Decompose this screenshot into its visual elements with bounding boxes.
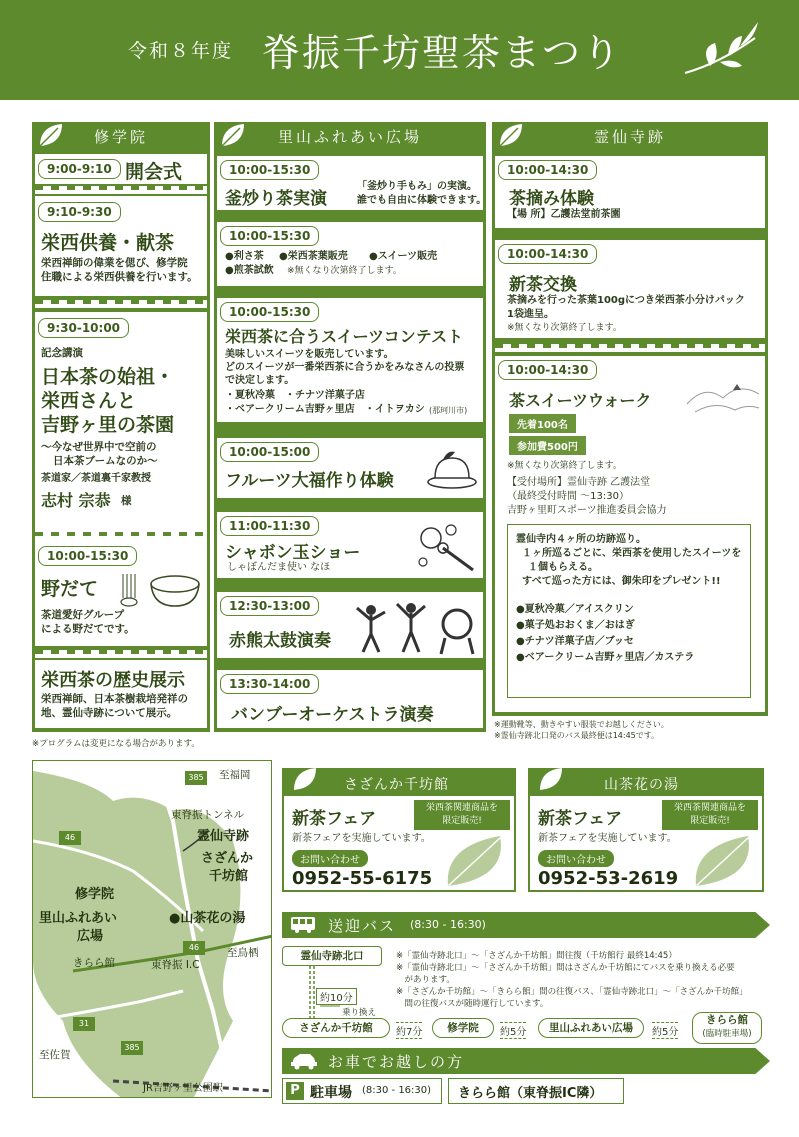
event-time: 10:00-15:30: [220, 302, 319, 322]
event-title: 栄西茶の歴史展示: [41, 670, 185, 691]
shop-list: ・ベアークリーム吉野ヶ里店 ・イトヲカシ: [225, 404, 425, 415]
event-time: 10:00-15:30: [220, 226, 319, 246]
header-title: 脊振千坊聖茶まつり: [262, 31, 623, 75]
event-desc: 地、霊仙寺跡について展示。: [41, 707, 178, 719]
event-title: 茶スイーツウォーク: [509, 391, 652, 410]
footnote: ※霊仙寺跡北口発のバス最終便は14:45です。: [494, 731, 660, 740]
event-desc: で決定します。: [225, 375, 295, 386]
event-title: 開会式: [125, 161, 183, 183]
divider: [35, 650, 207, 658]
divider: [35, 300, 207, 308]
limited-badge: [414, 800, 510, 830]
map-label-ryosenji: 霊仙寺跡: [197, 829, 250, 844]
walk-desc: 霊仙寺内４ヶ所の坊跡巡り。: [516, 534, 646, 545]
map-label-satoyama: 里山ふれあい: [39, 911, 118, 926]
tea-leaf-icon: [692, 832, 758, 890]
leaf-icon: [536, 764, 566, 794]
sale-item: ●利さ茶: [225, 251, 264, 262]
shop-list: ・夏秋冷菓 ・チナツ洋菓子店: [225, 390, 365, 401]
sweet-item: ●夏秋冷菓／アイスクリン: [516, 604, 634, 615]
reception-info: 吉野ヶ里町スポーツ推進委員会協力: [507, 505, 667, 516]
event-card: [217, 592, 483, 658]
event-title: 日本茶の始祖・: [41, 366, 175, 388]
event-card: [217, 156, 487, 210]
event-desc: 住職による栄西供養を行います。: [41, 271, 198, 283]
bus-note: ※「さざんか千坊館」～「きらら館」間の往復バス、「霊仙寺跡北口」～「さざんか千坊館」: [396, 987, 748, 997]
shop-city: (那珂川市): [429, 406, 468, 415]
tea-leaves-icon: [680, 18, 760, 80]
event-desc: 1袋進呈。: [507, 309, 554, 320]
event-desc: 「釜炒り手もみ」の実演。: [357, 181, 477, 192]
parking-place: きらら館（東脊振IC隣）: [458, 1086, 603, 1101]
divider: [35, 532, 207, 540]
event-time: 10:00-15:30: [38, 546, 137, 566]
walk-desc: １ヶ所巡るごとに、栄西茶を使用したスイーツを: [522, 548, 742, 559]
map-label-sazanka: 千坊館: [209, 869, 249, 884]
walk-details-box: [507, 524, 751, 698]
event-time: 10:00-14:30: [498, 160, 597, 180]
event-card: [495, 156, 765, 228]
event-title: 赤熊太鼓演奏: [229, 631, 331, 651]
fair-desc: 新茶フェアを実施しています。: [292, 833, 431, 844]
event-desc: 茶摘みを行った茶葉100gにつき栄西茶小分けパック: [507, 295, 745, 306]
event-subtitle: 日本茶ブームなのか～: [53, 455, 158, 467]
event-card: [217, 670, 483, 728]
event-time: 13:30-14:00: [220, 674, 319, 694]
sweet-item: ●菓子処おおくま／おはぎ: [516, 620, 635, 631]
event-title: 栄西供養・献茶: [41, 232, 175, 254]
tea-leaf-icon: [444, 832, 510, 890]
event-time: 10:00-14:30: [498, 360, 597, 380]
event-note: ※無くなり次第終了します。: [287, 266, 402, 276]
bus-transfer: 乗り換え: [342, 1008, 377, 1018]
sale-item: ●煎茶試飲: [225, 265, 274, 276]
contact-label: お問い合わせ: [292, 850, 368, 867]
parking-hours: (8:30 - 16:30): [362, 1085, 432, 1096]
event-title: フルーツ大福作り体験: [225, 471, 394, 491]
fee-badge: 参加費500円: [509, 436, 586, 455]
venue-heading: 里山ふれあい広場: [277, 128, 422, 146]
event-card: [217, 512, 483, 578]
event-time: 12:30-13:00: [220, 596, 319, 616]
car-title: お車でお越しの方: [328, 1053, 465, 1071]
bus-stop-kirara-box: [692, 1012, 762, 1044]
event-card: [35, 154, 207, 184]
bus-stop-satoyama: 里山ふれあい広場: [538, 1018, 644, 1038]
taiko-drummers-icon: [349, 598, 479, 656]
map-label-fukuoka: 至福岡: [219, 769, 251, 781]
event-title: シャボン玉ショー: [225, 543, 361, 563]
landscape-icon: [685, 364, 761, 424]
map-label-yamasazanka: ●山茶花の湯: [169, 911, 246, 926]
map-label-tosu: 至鳥栖: [227, 947, 259, 959]
route-385-marker: 385: [185, 771, 207, 785]
access-map: [32, 760, 272, 1098]
event-card: [217, 298, 483, 422]
parking-icon: P: [286, 1082, 304, 1100]
event-card: [35, 660, 207, 728]
venue-heading: 修学院: [93, 128, 148, 146]
event-time: 9:30-10:00: [38, 318, 129, 338]
reception-info: （最終受付時間 ～13:30）: [507, 491, 629, 502]
bus-note: ※「霊仙寺跡北口」～「さざんか千坊館」間往復（千坊館行 最終14:45）: [396, 951, 677, 961]
map-label-station: JR吉野ヶ里公園駅: [143, 1083, 223, 1094]
program-note: ※プログラムは変更になる場合があります。: [32, 739, 200, 749]
event-note: ※無くなり次第終了します。: [507, 323, 622, 333]
tea-whisk-icon: [117, 570, 203, 610]
event-card: [495, 240, 765, 338]
event-title: 野だて: [41, 578, 99, 600]
venue-name: 山茶花の湯: [604, 777, 679, 793]
fair-desc: 新茶フェアを実施しています。: [538, 833, 677, 844]
column-ryosenji: [492, 122, 768, 716]
event-title: 吉野ヶ里の茶園: [41, 414, 175, 436]
event-time: 9:10-9:30: [38, 202, 121, 222]
event-subtitle: ～今なぜ世界中で空前の: [41, 441, 157, 453]
event-title: 新茶交換: [509, 275, 577, 295]
badge-line: 限定販売!: [442, 816, 482, 826]
event-time: 10:00-15:30: [220, 160, 319, 180]
speaker-honorific: 様: [121, 495, 132, 507]
phone-number: 0952-55-6175: [292, 868, 433, 889]
event-note: ※無くなり次第終了します。: [507, 461, 622, 471]
event-pre: 記念講演: [41, 347, 83, 359]
badge-line: 限定販売!: [690, 816, 730, 826]
capacity-badge: 先着100名: [509, 414, 576, 433]
event-desc: 美味しいスイーツを販売しています。: [225, 349, 394, 360]
route-385-marker: 385: [121, 1041, 143, 1055]
sweet-item: ●チナツ洋菓子店／ブッセ: [516, 636, 634, 647]
bus-note: 間の往復バスが随時運行しています。: [396, 999, 549, 1009]
phone-number: 0952-53-2619: [538, 868, 679, 889]
event-desc: 誰でも自由に体験できます。: [357, 195, 487, 206]
speaker-role: 茶道家／茶道裏千家教授: [41, 473, 151, 484]
venue-heading: 霊仙寺跡: [593, 128, 666, 146]
bus-note: があります。: [396, 975, 455, 985]
map-label-kirara: きらら館: [73, 957, 115, 969]
bus-stop-kirara-sub: (臨時駐車場): [702, 1029, 752, 1039]
event-time: 9:00-9:10: [38, 159, 121, 179]
event-title: バンブーオーケストラ演奏: [231, 705, 434, 725]
sale-item: ●栄西茶葉販売: [279, 251, 348, 262]
bus-time: 約5分: [500, 1022, 526, 1039]
bus-stop-kirara: きらら館: [706, 1014, 748, 1026]
bus-stop-shugakuin: 修学院: [432, 1018, 494, 1038]
map-label-sazanka: さざんか: [201, 851, 254, 866]
bus-time: 約5分: [652, 1022, 678, 1039]
event-card: [217, 438, 483, 498]
contact-label: お問い合わせ: [538, 850, 614, 867]
car-icon: [290, 1052, 318, 1070]
event-place: 【場 所】乙護法堂前茶園: [507, 209, 621, 220]
sweet-item: ●ベアークリーム吉野ヶ里店／カステラ: [516, 652, 695, 663]
badge-line: 栄西茶関連商品を: [425, 803, 498, 813]
map-label-tunnel: 東脊振トンネル: [171, 809, 245, 821]
reception-info: 【受付場所】霊仙寺跡 乙護法堂: [507, 477, 651, 488]
footnote: ※運動靴等、動きやすい服装でお越しください。: [494, 720, 669, 729]
bus-time: 約10分: [316, 988, 357, 1005]
event-desc: 茶道愛好グループ: [41, 609, 125, 621]
sale-item: ●スイーツ販売: [369, 251, 438, 262]
performer: しゃぼんだま使い なほ: [227, 562, 331, 573]
bubble-wand-icon: [413, 518, 479, 574]
bus-stop-sazanka: さざんか千坊館: [282, 1018, 390, 1038]
walk-desc: １個もらえる。: [528, 562, 598, 573]
bus-stop-ryosenji: 霊仙寺跡北口: [282, 946, 382, 966]
event-desc: 栄西禅師、日本茶樹栽培発祥の: [41, 693, 188, 705]
leaf-icon: [290, 764, 320, 794]
limited-badge: [662, 800, 758, 830]
event-card: [35, 312, 207, 544]
fair-title: 新茶フェア: [538, 809, 623, 829]
event-desc: どのスイーツが一番栄西茶に合うかをみなさんの投票: [225, 362, 465, 373]
badge-line: 栄西茶関連商品を: [673, 803, 746, 813]
venue-card-yamasazanka: [528, 768, 764, 892]
event-title: 栄西さんと: [41, 390, 137, 412]
divider: [35, 186, 207, 194]
venue-card-sazanka: [282, 768, 516, 892]
event-card: [217, 222, 483, 286]
route-31-marker: 31: [73, 1017, 95, 1031]
divider: [495, 344, 765, 352]
bus-title: 送迎バス: [328, 917, 397, 935]
map-label-saga: 至佐賀: [39, 1049, 71, 1061]
header-subtitle: 令和８年度: [128, 40, 234, 62]
bus-icon: [290, 916, 316, 934]
event-card: [35, 196, 207, 296]
daifuku-icon: [425, 446, 479, 490]
map-label-shugakuin: 修学院: [75, 887, 115, 902]
event-desc: 栄西禅師の偉業を偲び、修学院: [41, 257, 188, 269]
event-card: [495, 356, 765, 712]
event-card: [35, 542, 207, 646]
event-title: 釜炒り茶実演: [225, 189, 327, 209]
parking-label: 駐車場: [310, 1085, 352, 1101]
event-title: 栄西茶に合うスイーツコンテスト: [225, 327, 464, 346]
route-46-marker: 46: [59, 831, 81, 845]
column-satoyama: [214, 122, 486, 732]
event-title: 茶摘み体験: [509, 189, 594, 209]
event-time: 10:00-14:30: [498, 244, 597, 264]
walk-desc: すべて巡った方には、御朱印をプレゼント!!: [522, 576, 721, 587]
column-shugakuin: [32, 122, 210, 732]
event-desc: による野だてです。: [41, 623, 135, 635]
event-time: 11:00-11:30: [220, 516, 319, 536]
bus-note: ※「霊仙寺跡北口」～「さざんか千坊館」間はさざんか千坊館にてバスを乗り換える必要: [396, 963, 735, 973]
venue-name: さざんか千坊館: [344, 777, 449, 793]
speaker-name: 志村 宗恭: [41, 491, 111, 510]
header-banner: [0, 0, 799, 100]
map-label-ic: 東脊振 I.C: [151, 959, 200, 971]
map-label-satoyama: 広場: [77, 929, 104, 944]
route-46-marker: 46: [183, 941, 205, 955]
event-time: 10:00-15:00: [220, 442, 319, 462]
fair-title: 新茶フェア: [292, 809, 377, 829]
bus-hours: (8:30 - 16:30): [410, 918, 486, 931]
bus-time: 約7分: [396, 1022, 422, 1039]
